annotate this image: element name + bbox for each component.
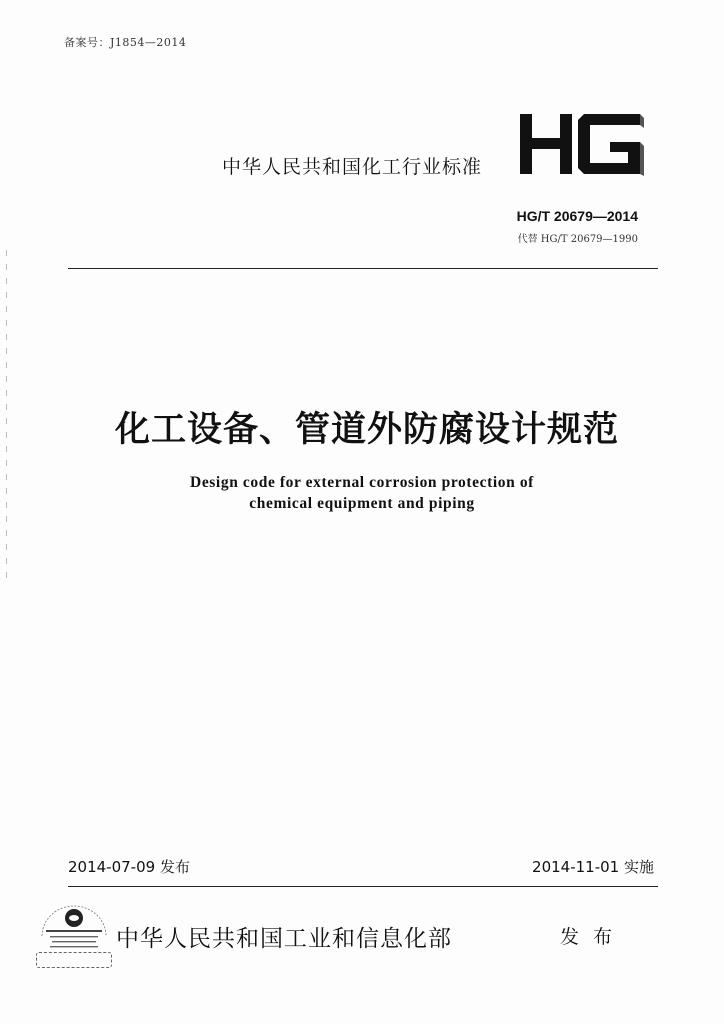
header-divider <box>68 268 658 269</box>
implementation-date: 2014-11-01 实施 <box>532 858 654 876</box>
standard-type: 中华人民共和国化工行业标准 <box>222 156 483 178</box>
filing-number: 备案号：J1854—2014 <box>64 36 187 49</box>
footer-divider <box>68 886 658 887</box>
issue-action: 发 布 <box>560 926 617 948</box>
issuing-authority: 中华人民共和国工业和信息化部 <box>116 926 452 952</box>
stamp-label-box <box>36 952 112 968</box>
document-title-english <box>0 472 724 514</box>
document-title-chinese: 化工设备、管道外防腐设计规范 <box>114 410 619 450</box>
replaces-standard: 代替 HG/T 20679—1990 <box>517 234 638 245</box>
english-title-line-1: Design code for external corrosion protection of <box>190 474 534 491</box>
hg-logo <box>518 112 644 176</box>
issue-date: 2014-07-09 发布 <box>68 858 190 876</box>
english-title-line-2: chemical equipment and piping <box>249 495 475 512</box>
standard-number: HG/T 20679—2014 <box>516 208 638 224</box>
